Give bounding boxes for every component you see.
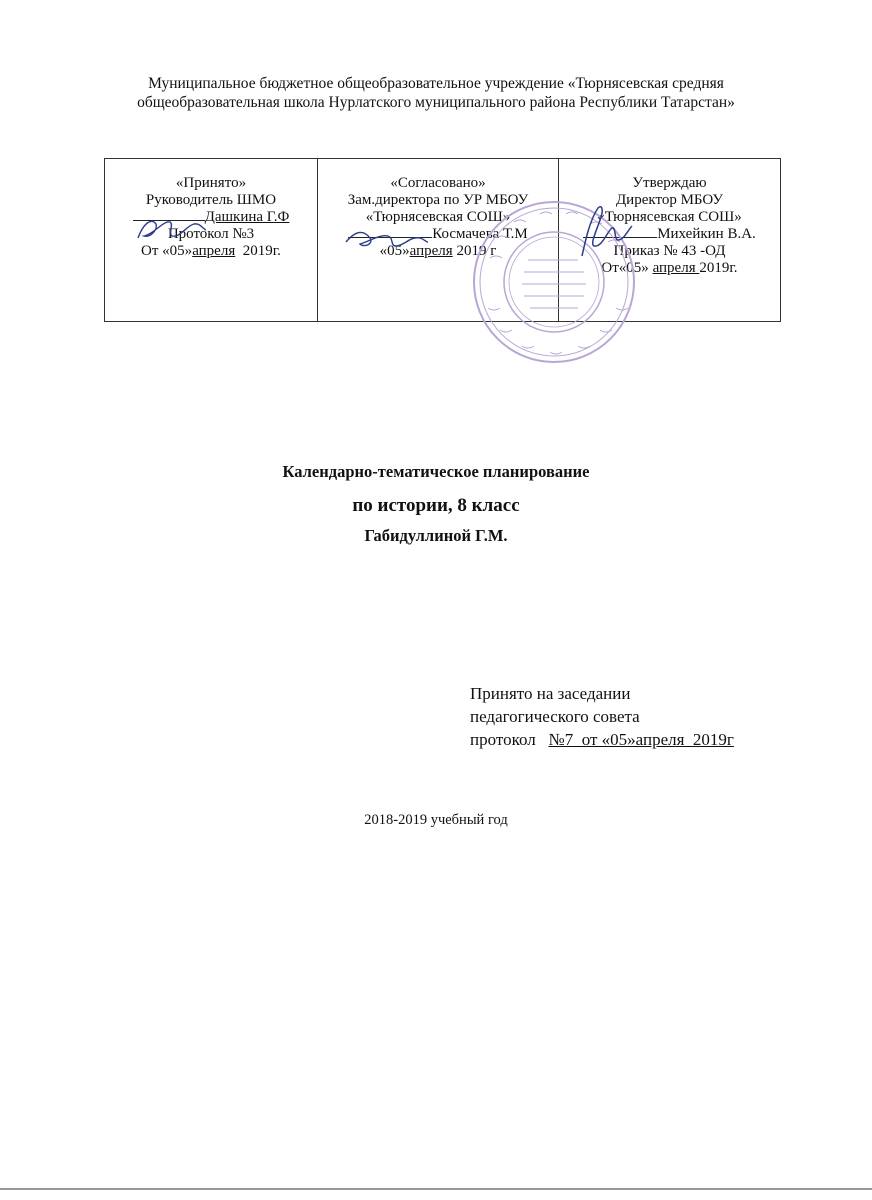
approved-date: От«05» апреля 2019г. [601, 260, 738, 276]
approved-title: Утверждаю [632, 175, 707, 191]
agreed-cell [317, 159, 558, 321]
agreed-title: «Согласовано» [390, 175, 486, 191]
title-line3: Габидуллиной Г.М. [364, 526, 508, 545]
council-acceptance [470, 682, 734, 751]
page-bottom-edge [0, 1188, 872, 1190]
approved-name: Михейкин В.А. [657, 226, 756, 242]
council-line2: педагогического совета [470, 707, 640, 726]
title-line2: по истории, 8 класс [352, 495, 520, 516]
accepted-title: «Принято» [175, 175, 247, 191]
approved-order: Приказ № 43 -ОД [613, 243, 726, 259]
accepted-signature-line [105, 209, 317, 226]
approval-table [104, 158, 781, 322]
approved-signature-line [559, 226, 780, 243]
title-line1: Календарно-тематическое планирование [282, 462, 590, 481]
institution-header-line2: общеобразовательная школа Нурлатского муниципального района Республики Татарстан» [137, 94, 735, 111]
accepted-role: Руководитель ШМО [145, 192, 277, 208]
document-title [0, 462, 872, 546]
accepted-protocol: Протокол №3 [167, 226, 255, 242]
academic-year: 2018-2019 учебный год [364, 812, 508, 828]
council-line1: Принято на заседании [470, 684, 631, 703]
institution-header-line1: Муниципальное бюджетное общеобразовательное учреждение «Тюрнясевская средняя [148, 75, 724, 92]
agreed-school: «Тюрнясевская СОШ» [365, 209, 511, 225]
approved-school: «Тюрнясевская СОШ» [597, 209, 742, 225]
approved-cell [558, 159, 780, 321]
accepted-name: Дашкина Г.Ф [204, 209, 290, 225]
approved-role: Директор МБОУ [615, 192, 724, 208]
accepted-cell [105, 159, 317, 321]
council-line3: протокол №7 от «05»апреля 2019г [470, 730, 734, 749]
agreed-date: «05»апреля 2019 г [379, 243, 497, 259]
accepted-date: От «05»апреля 2019г. [141, 243, 281, 259]
agreed-name: Космачева Т.М [432, 226, 528, 242]
institution-header [60, 74, 812, 112]
agreed-signature-line [318, 226, 558, 243]
agreed-role: Зам.директора по УР МБОУ [347, 192, 529, 208]
